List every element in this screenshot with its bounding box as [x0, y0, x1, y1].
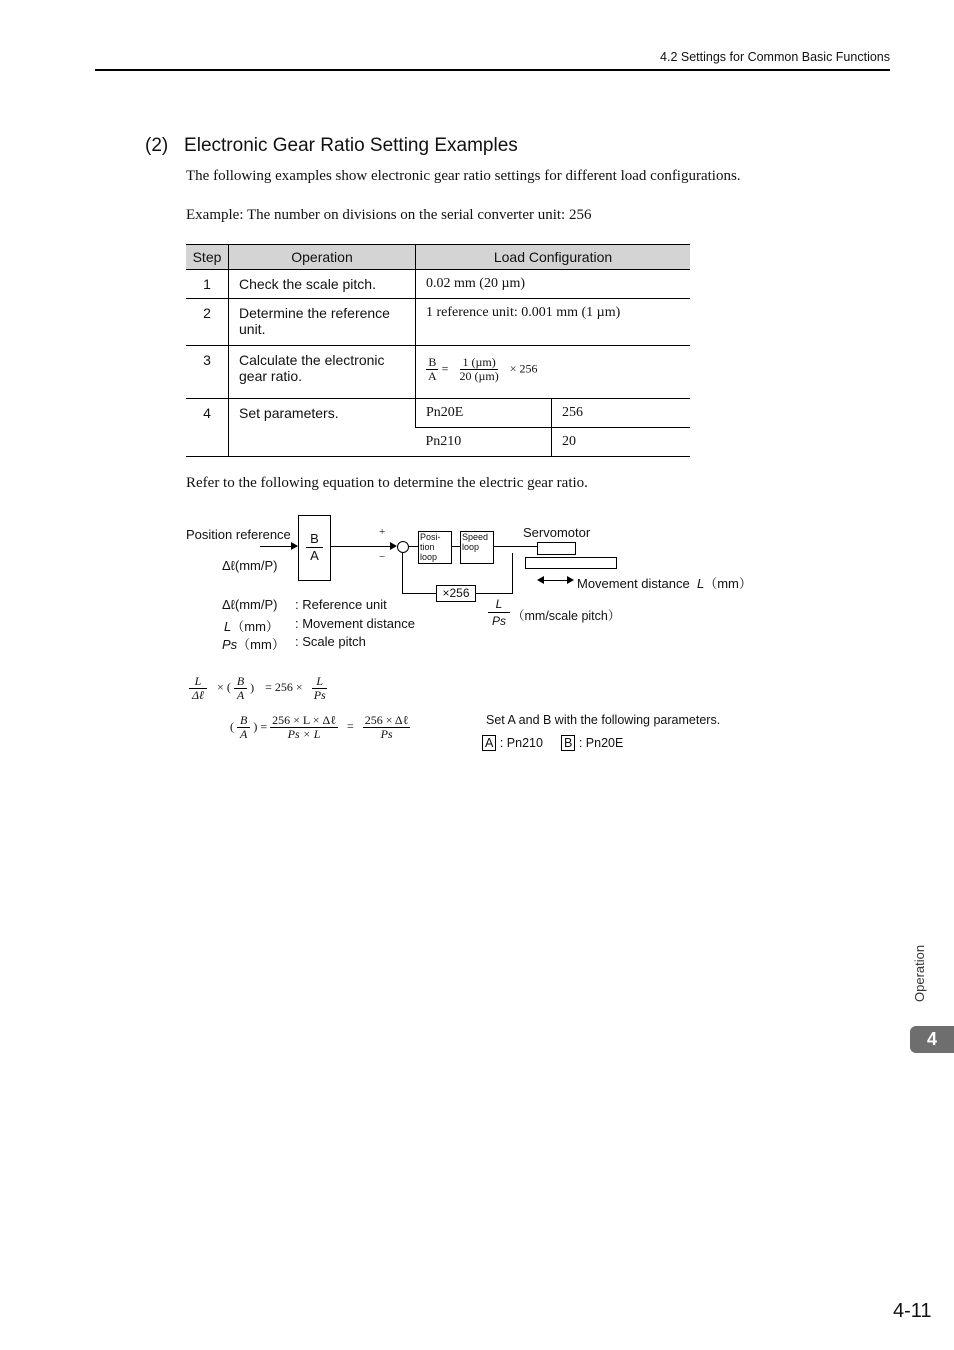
table-row [186, 346, 690, 399]
gear-den: A [310, 548, 319, 563]
gear-ratio-fraction: $\frac{B}{A}$ [428, 355, 437, 384]
gear-ratio-table [186, 244, 690, 457]
ratio-den: Ps [491, 614, 506, 628]
scale-icon [525, 557, 617, 569]
param-a: A : Pn210 [482, 735, 543, 751]
servomotor-icon [537, 542, 576, 555]
table-row [186, 399, 690, 428]
legend-sym-Ps: Ps（mm） [222, 637, 285, 652]
chapter-side-label: Operation [912, 944, 927, 1002]
equation-1: $\frac{L}{\text{Δℓ}}$ × ( $\frac{B}{A}$ ) = 256 × $\frac{L}{Ps}$ [186, 675, 330, 702]
position-reference-label: Position reference [186, 527, 291, 542]
arrow-left-icon [537, 576, 544, 584]
config-cell: 1 reference unit: 0.001 mm (1 µm) [416, 299, 691, 346]
legend-sym-L: L（mm） [224, 619, 279, 634]
equation-2: ( $\frac{B}{A}$ ) = $\frac{\text{256 × L × Δℓ}}{Ps \times L}$ = $\frac{\text{256 × Δℓ}}{Ps}$ [230, 713, 409, 742]
multiplier-block: ×256 [436, 585, 476, 602]
speed-loop-block: Speed loop [460, 531, 494, 564]
gear-ratio-block [298, 515, 331, 581]
movement-arrow-shaft [543, 580, 570, 581]
header-rule [95, 69, 890, 71]
param-a-box: A [482, 735, 496, 751]
section-title: (2) Electronic Gear Ratio Setting Examples [145, 135, 518, 156]
feedback-line-horizontal [475, 593, 513, 594]
ratio-num: L [495, 597, 503, 611]
legend-desc: : Scale pitch [295, 634, 366, 649]
step-cell: 3 [186, 346, 229, 399]
ratio-unit: （mm/scale pitch） [512, 609, 621, 623]
page-number: 4-11 [893, 1300, 932, 1322]
config-cell: 0.02 mm (20 µm) [416, 270, 691, 299]
motor-drive-line [493, 546, 537, 547]
running-header: 4.2 Settings for Common Basic Functions [660, 50, 890, 64]
gear-num: B [310, 531, 319, 546]
feedback-return-line [402, 593, 436, 594]
minus-sign: − [379, 551, 386, 563]
intro-paragraph: The following examples show electronic gear ratio settings for different load configurations. [186, 168, 741, 184]
summing-junction-icon [397, 541, 409, 553]
movement-label: Movement distance L（mm） [577, 576, 752, 591]
col-header-operation: Operation [229, 245, 416, 270]
param-value-cell: 20 [552, 428, 691, 457]
param-name-cell: Pn210 [416, 428, 552, 457]
example-line: Example: The number on divisions on the serial converter unit: 256 [186, 207, 592, 223]
operation-cell: Set parameters. [229, 399, 416, 457]
refer-paragraph: Refer to the following equation to determine the electric gear ratio. [186, 475, 588, 491]
col-header-load: Load Configuration [416, 245, 691, 270]
legend-sym-delta: Δℓ(mm/P) [222, 597, 278, 612]
col-header-step: Step [186, 245, 229, 270]
param-name-cell: Pn20E [416, 399, 552, 428]
plus-sign: + [379, 526, 386, 538]
position-loop-block: Posi- tion loop [418, 531, 452, 564]
legend-desc: : Reference unit [295, 597, 387, 612]
param-b: B : Pn20E [561, 735, 623, 751]
ratio-bar [488, 612, 510, 613]
operation-cell: Check the scale pitch. [229, 270, 416, 299]
micron-fraction: $\frac{\text{1 (µm)}}{\text{20 (µm)}}$ [459, 355, 499, 384]
table-row [186, 299, 690, 346]
param-value-cell: 256 [552, 399, 691, 428]
step-cell: 4 [186, 399, 229, 457]
operation-cell: Determine the reference unit. [229, 299, 416, 346]
loop-link-line [451, 546, 460, 547]
step-cell: 1 [186, 270, 229, 299]
servomotor-label: Servomotor [523, 525, 591, 540]
legend-desc: : Movement distance [295, 616, 415, 631]
feedback-rise-line [402, 552, 403, 594]
gear-output-line [330, 546, 390, 547]
feedback-line-vertical [512, 553, 513, 594]
step-cell: 2 [186, 299, 229, 346]
param-b-box: B [561, 735, 575, 751]
formula-cell: $\frac{B}{A}$ = $\frac{\text{1 (µm)}}{\text{20 (µm)}}$ × 256 [416, 346, 691, 399]
operation-cell: Calculate the electronic gear ratio. [229, 346, 416, 399]
param-note: Set A and B with the following parameters. [486, 713, 721, 727]
delta-unit-label: Δℓ(mm/P) [222, 558, 278, 573]
arrow-right-icon [567, 576, 574, 584]
sum-output-line [408, 546, 418, 547]
table-row [186, 270, 690, 299]
chapter-tab: 4 [910, 1026, 954, 1053]
arrow-head-icon [390, 542, 397, 550]
arrow-head-icon [291, 542, 298, 550]
